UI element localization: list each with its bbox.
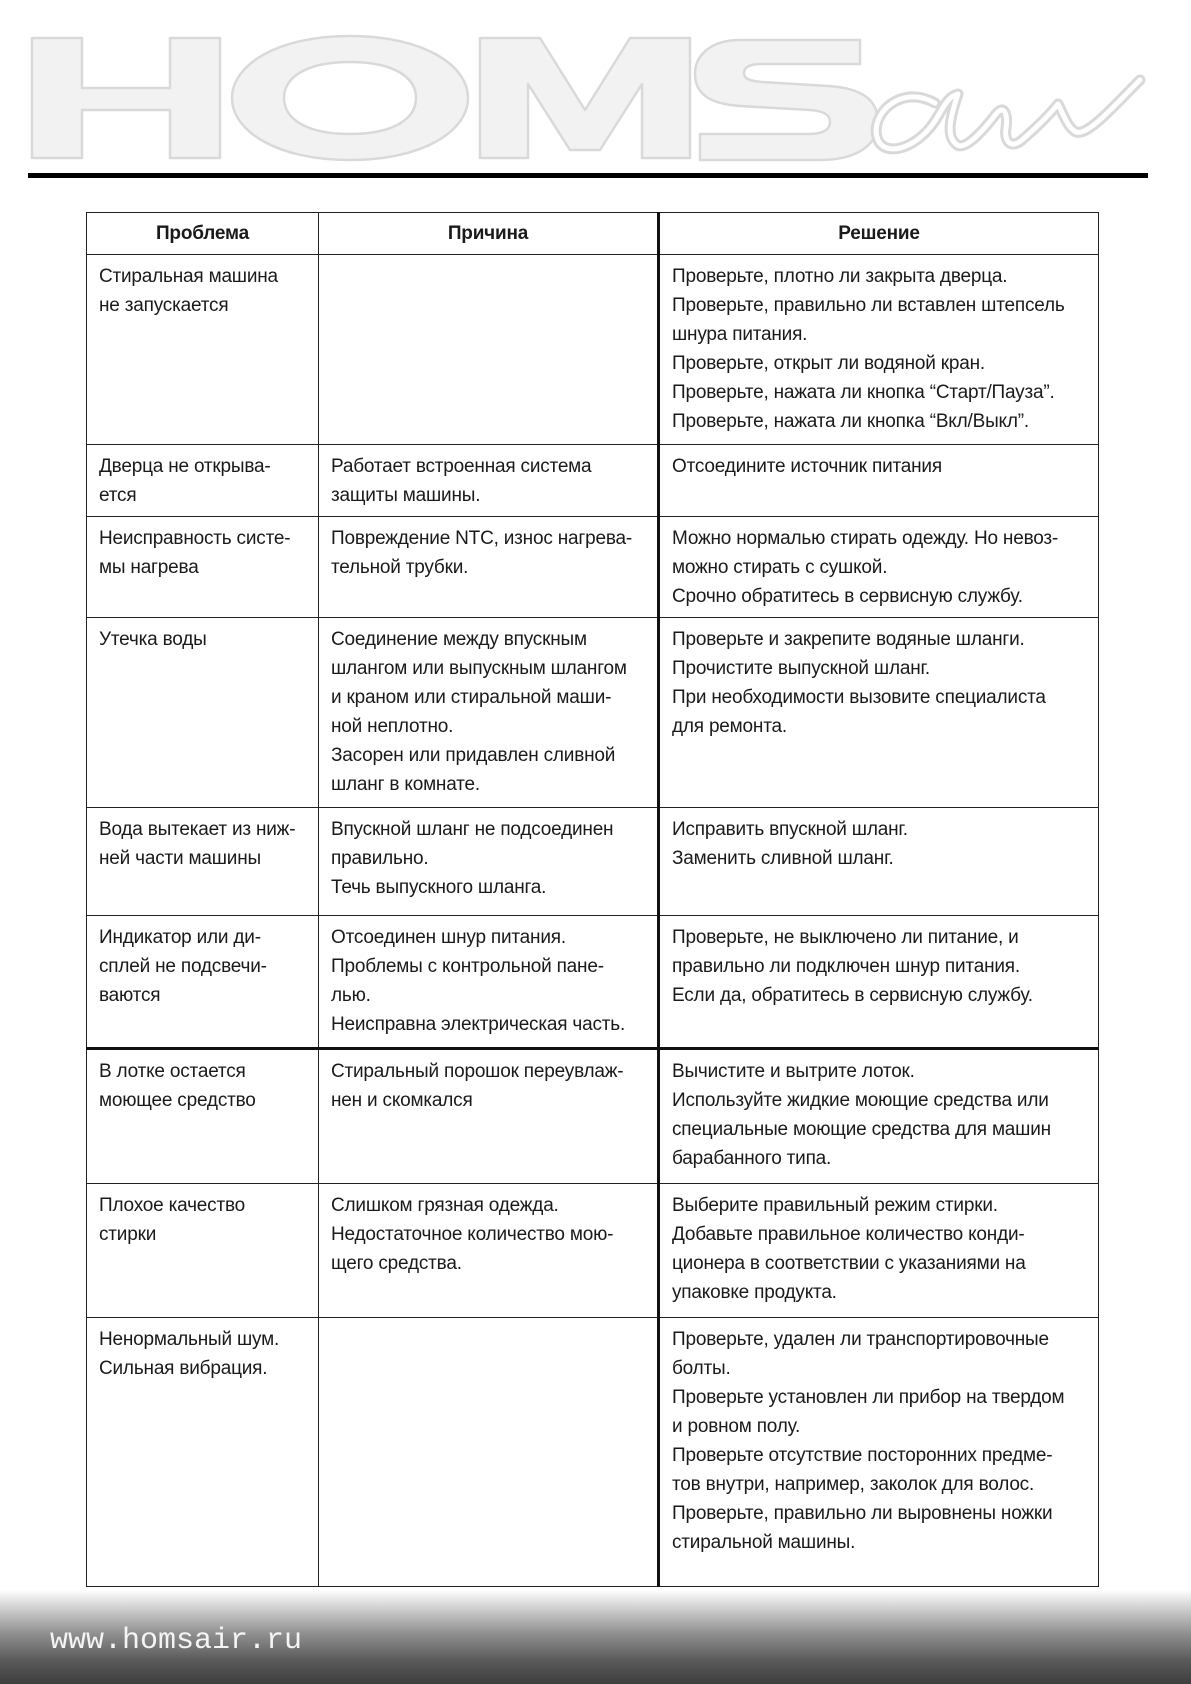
cell-line: Вычистите и вытрите лоток. (672, 1061, 915, 1082)
solution-cell (659, 1318, 1099, 1587)
solution-cell (659, 618, 1099, 808)
solution-cell (659, 808, 1099, 916)
cell-line: Проверьте, нажата ли кнопка “Вкл/Выкл”. (672, 411, 1029, 432)
cell-line: ется (99, 485, 137, 506)
table-row (87, 618, 1099, 808)
table-row (87, 808, 1099, 916)
cell-line: Течь выпускного шланга. (331, 877, 547, 898)
cell-line: Проверьте, нажата ли кнопка “Старт/Пауза”. (672, 382, 1055, 403)
solution-cell (659, 1049, 1099, 1184)
cell-line: тов внутри, например, заколок для волос. (672, 1474, 1035, 1495)
problem-cell (87, 1184, 319, 1318)
cell-line: не запускается (99, 295, 229, 316)
cell-line: В лотке остается (99, 1061, 246, 1082)
cell-line: Используйте жидкие моющие средства или (672, 1090, 1049, 1111)
header-solution: Решение (659, 213, 1099, 255)
table-body (87, 255, 1099, 1587)
cell-line: можно стирать с сушкой. (672, 557, 888, 578)
cell-line: Работает встроенная система (331, 456, 592, 477)
cause-cell (319, 916, 659, 1049)
cell-line: и краном или стиральной маши- (331, 687, 612, 708)
cell-line: Проверьте, правильно ли выровнены ножки (672, 1503, 1053, 1524)
table-row (87, 445, 1099, 517)
cell-line: болты. (672, 1358, 731, 1379)
problem-cell (87, 517, 319, 618)
cell-line: Срочно обратитесь в сервисную службу. (672, 586, 1023, 607)
footer-bar (0, 1590, 1191, 1684)
cell-line: правильно ли подключен шнур питания. (672, 956, 1020, 977)
cause-cell (319, 808, 659, 916)
cell-line: лью. (331, 985, 371, 1006)
cause-cell (319, 445, 659, 517)
table-row (87, 1184, 1099, 1318)
cell-line: Недостаточное количество мою- (331, 1224, 614, 1245)
cell-line: ционера в соответствии с указаниями на (672, 1253, 1026, 1274)
cell-line: шлангом или выпускным шлангом (331, 658, 627, 679)
cell-line: и ровном полу. (672, 1416, 801, 1437)
cell-line: Проверьте, не выключено ли питание, и (672, 927, 1019, 948)
cell-line: Неисправность систе- (99, 528, 291, 549)
cell-line: Неисправна электрическая часть. (331, 1014, 626, 1035)
cell-line: Прочистите выпускной шланг. (672, 658, 931, 679)
cause-cell (319, 618, 659, 808)
header-cause: Причина (319, 213, 659, 255)
cell-line: защиты машины. (331, 485, 481, 506)
table-row (87, 916, 1099, 1049)
cell-line: шланг в комнате. (331, 774, 480, 795)
cell-line: специальные моющие средства для машин (672, 1119, 1051, 1140)
cell-line: Засорен или придавлен сливной (331, 745, 616, 766)
cell-line: Проверьте установлен ли прибор на твердом (672, 1387, 1065, 1408)
cell-line: Слишком грязная одежда. (331, 1195, 559, 1216)
cell-line: Соединение между впускным (331, 629, 587, 650)
cell-line: При необходимости вызовите специалиста (672, 687, 1046, 708)
cell-line: тельной трубки. (331, 557, 469, 578)
header-problem: Проблема (87, 213, 319, 255)
cell-line: Заменить сливной шланг. (672, 848, 894, 869)
table-row (87, 517, 1099, 618)
cell-line: Повреждение NTC, износ нагрева- (331, 528, 633, 549)
cell-line: Можно нормалью стирать одежду. Но невоз- (672, 528, 1059, 549)
cell-line: Стиральный порошок переувлаж- (331, 1061, 624, 1082)
problem-cell (87, 1049, 319, 1184)
cell-line: Индикатор или ди- (99, 927, 261, 948)
cause-cell (319, 255, 659, 445)
cell-line: Исправить впускной шланг. (672, 819, 908, 840)
cell-line: Добавьте правильное количество конди- (672, 1224, 1025, 1245)
cell-line: Вода вытекает из ниж- (99, 819, 296, 840)
cell-line: Проблемы с контрольной пане- (331, 956, 604, 977)
header-rule (28, 173, 1148, 178)
cause-cell (319, 1318, 659, 1587)
solution-cell (659, 517, 1099, 618)
cause-cell (319, 517, 659, 618)
cell-line: Проверьте, правильно ли вставлен штепсель (672, 295, 1065, 316)
cell-line: щего средства. (331, 1253, 462, 1274)
problem-cell (87, 808, 319, 916)
cell-line: Впускной шланг не подсоединен (331, 819, 614, 840)
troubleshooting-table (86, 212, 1099, 1587)
cell-line: Проверьте, плотно ли закрыта дверца. (672, 266, 1008, 287)
cell-line: Проверьте и закрепите водяные шланги. (672, 629, 1025, 650)
cell-line: ваются (99, 985, 161, 1006)
footer-url[interactable]: www.homsair.ru (50, 1624, 303, 1658)
table-header-row (87, 213, 1099, 255)
table-row (87, 255, 1099, 445)
cell-line: Сильная вибрация. (99, 1358, 268, 1379)
cell-line: правильно. (331, 848, 429, 869)
cause-cell (319, 1049, 659, 1184)
solution-cell (659, 1184, 1099, 1318)
cell-line: стиральной машины. (672, 1532, 856, 1553)
cell-line: Отсоедините источник питания (672, 456, 942, 477)
cell-line: Выберите правильный режим стирки. (672, 1195, 998, 1216)
solution-cell (659, 255, 1099, 445)
problem-cell (87, 618, 319, 808)
cell-line: упаковке продукта. (672, 1282, 837, 1303)
problem-cell (87, 445, 319, 517)
cell-line: шнура питания. (672, 324, 808, 345)
cell-line: сплей не подсвечи- (99, 956, 267, 977)
cell-line: Проверьте, открыт ли водяной кран. (672, 353, 985, 374)
cell-line: для ремонта. (672, 716, 787, 737)
cell-line: Ненормальный шум. (99, 1329, 280, 1350)
cell-line: моющее средство (99, 1090, 256, 1111)
cell-line: Проверьте отсутствие посторонних предме- (672, 1445, 1053, 1466)
cell-line: ной неплотно. (331, 716, 454, 737)
cause-cell (319, 1184, 659, 1318)
cell-line: Утечка воды (99, 629, 207, 650)
cell-line: ней части машины (99, 848, 261, 869)
problem-cell (87, 255, 319, 445)
table-row (87, 1049, 1099, 1184)
cell-line: Проверьте, удален ли транспортировочные (672, 1329, 1049, 1350)
solution-cell (659, 916, 1099, 1049)
cell-line: Плохое качество (99, 1195, 246, 1216)
cell-line: мы нагрева (99, 557, 199, 578)
cell-line: нен и скомкался (331, 1090, 473, 1111)
problem-cell (87, 1318, 319, 1587)
cell-line: Отсоединен шнур питания. (331, 927, 566, 948)
problem-cell (87, 916, 319, 1049)
solution-cell (659, 445, 1099, 517)
table-row (87, 1318, 1099, 1587)
cell-line: барабанного типа. (672, 1148, 832, 1169)
cell-line: стирки (99, 1224, 157, 1245)
cell-line: Стиральная машина (99, 266, 278, 287)
cell-line: Если да, обратитесь в сервисную службу. (672, 985, 1033, 1006)
homsair-logo (20, 18, 1170, 168)
cell-line: Дверца не открыва- (99, 456, 271, 477)
